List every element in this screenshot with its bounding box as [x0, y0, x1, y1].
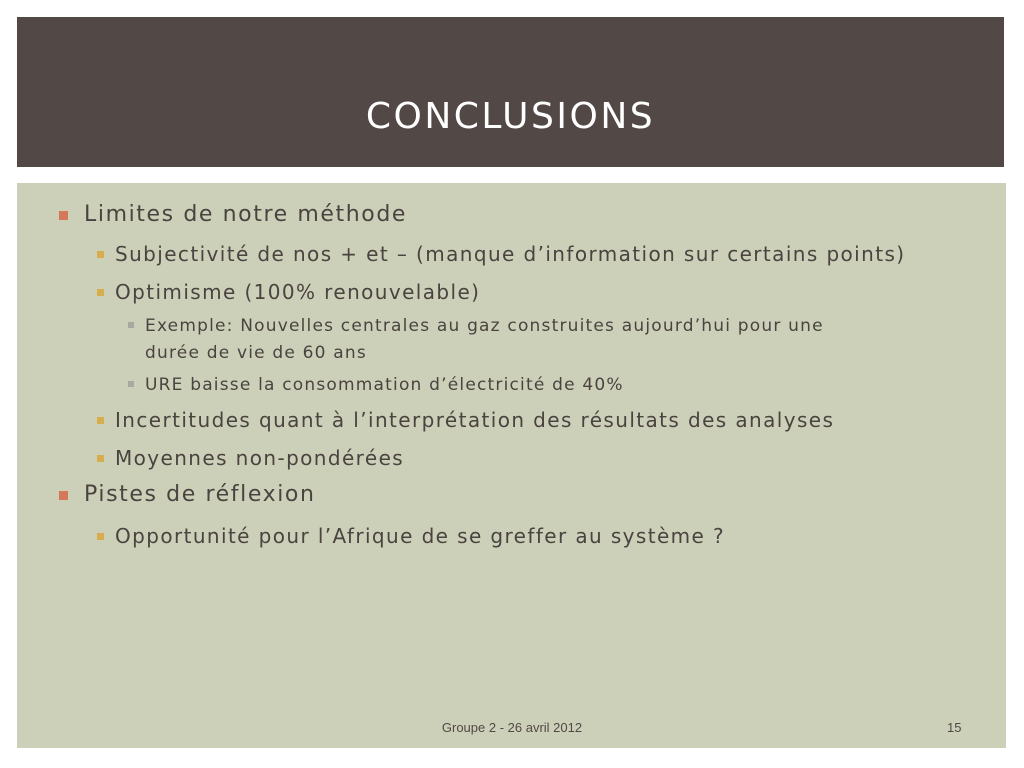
square-bullet-icon [59, 211, 68, 220]
square-bullet-icon [97, 289, 104, 296]
page-number: 15 [947, 720, 962, 735]
subbullet-item-incertitudes [115, 408, 834, 432]
bullet-item-limites [84, 202, 407, 227]
bullet-text-line-2: durée de vie de 60 ans [145, 343, 367, 363]
bullet-item-pistes [84, 482, 316, 507]
square-bullet-icon [128, 381, 134, 387]
bullet-text: Subjectivité de nos + et – (manque d’information sur certains points) [115, 242, 906, 266]
content-area [17, 183, 1006, 748]
slide-title: CONCLUSIONS [365, 96, 656, 137]
bullet-text-line-1: Exemple: Nouvelles centrales au gaz construites aujourd’hui pour une [145, 316, 824, 336]
square-bullet-icon [97, 455, 104, 462]
bullet-text: Optimisme (100% renouvelable) [115, 280, 481, 304]
subbullet-item-moyennes [115, 446, 404, 470]
subsubbullet-item-exemple [145, 313, 824, 367]
bullet-text: Opportunité pour l’Afrique de se greffer au système ? [115, 524, 726, 548]
subbullet-item-optimisme [115, 280, 480, 304]
slide-footer: Groupe 2 - 26 avril 2012 [441, 720, 583, 735]
square-bullet-icon [97, 533, 104, 540]
bullet-text: Limites de notre méthode [84, 202, 408, 227]
subsubbullet-item-ure [145, 372, 624, 399]
square-bullet-icon [128, 322, 134, 328]
title-bar [17, 17, 1004, 167]
bullet-text: URE baisse la consommation d’électricité de 40% [145, 375, 624, 395]
square-bullet-icon [59, 491, 68, 500]
subbullet-item-opportunite [115, 524, 725, 548]
square-bullet-icon [97, 251, 104, 258]
subbullet-item-subjectivite [115, 242, 905, 266]
bullet-text: Pistes de réflexion [84, 482, 316, 507]
bullet-text: Moyennes non-pondérées [115, 446, 405, 470]
square-bullet-icon [97, 417, 104, 424]
bullet-text: Incertitudes quant à l’interprétation des résultats des analyses [115, 408, 835, 432]
